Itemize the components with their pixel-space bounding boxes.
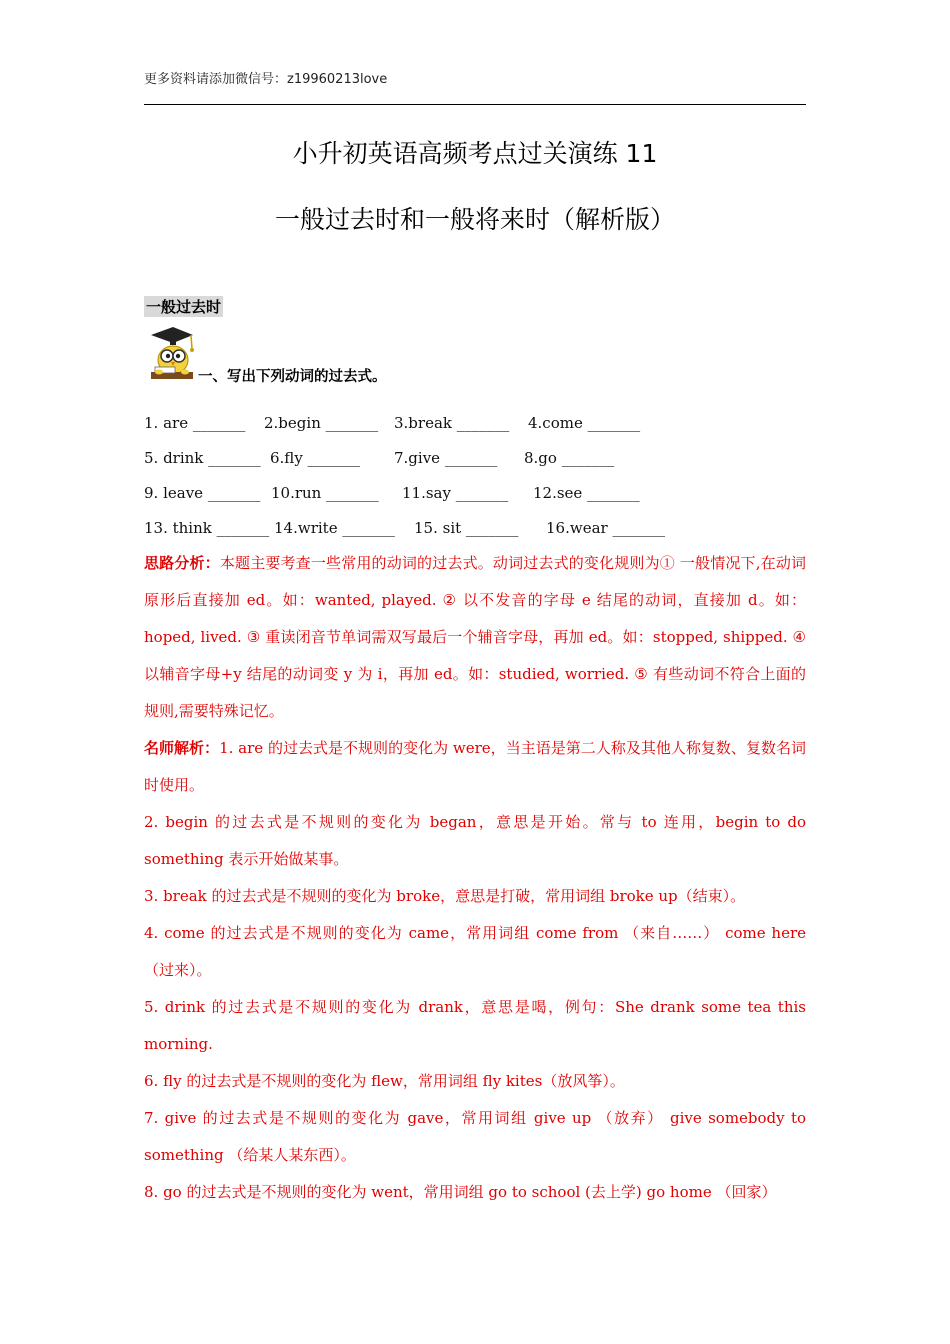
verb-item: 9. leave _______ — [144, 484, 261, 502]
verb-item: 11.say _______ — [402, 484, 509, 502]
verb-item: 14.write _______ — [274, 519, 395, 537]
section-label: 一般过去时 — [146, 298, 222, 316]
question-heading: 一、写出下列动词的过去式。 — [198, 369, 387, 385]
teacher-label: 名师解析： — [144, 739, 220, 757]
verb-item: 13. think _______ — [144, 519, 270, 537]
thinking-analysis — [144, 545, 806, 730]
analysis-item: 1. are 的过去式是不规则的变化为 were，当主语是第二人称及其他人称复数、复数名词时使用。 — [144, 739, 806, 794]
verb-item: 2.begin _______ — [264, 414, 379, 432]
analysis-block — [144, 545, 806, 1211]
verb-item: 7.give _______ — [394, 449, 498, 467]
analysis-item: 6. fly 的过去式是不规则的变化为 flew，常用词组 fly kites（放风筝）。 — [144, 1072, 625, 1090]
verb-item: 4.come _______ — [528, 414, 641, 432]
thinking-text: 本题主要考查一些常用的动词的过去式。动词过去式的变化规则为① 一般情况下,在动词原形后直接加 ed。如：wanted, played. ② 以不发音的字母 e 结尾的动词，直接加 d。如：hoped, lived. ③ 重读闭音节单词需双写最后一个辅音字母，再加 ed。如：stopped, shipped. ④ 以辅音字母+y 结尾的动词变 y 为 i，再加 ed。如：studied, worried. ⑤ 有些动词不符合上面的规则,需要特殊记忆。 — [144, 554, 806, 720]
page-title: 小升初英语高频考点过关演练 11 — [292, 139, 658, 168]
analysis-item: 5. drink 的过去式是不规则的变化为 drank，意思是喝，例句：She drank some tea this morning. — [144, 998, 806, 1053]
header-rule — [144, 104, 806, 105]
analysis-item: 8. go 的过去式是不规则的变化为 went，常用词组 go to school (去上学) go home （回家） — [144, 1183, 777, 1201]
verb-item: 16.wear _______ — [546, 519, 665, 537]
verb-item: 8.go _______ — [524, 449, 615, 467]
verb-item: 12.see _______ — [533, 484, 640, 502]
verb-item: 3.break _______ — [394, 414, 510, 432]
teacher-analysis — [144, 730, 806, 804]
analysis-item: 3. break 的过去式是不规则的变化为 broke，意思是打破，常用词组 broke up（结束）。 — [144, 887, 746, 905]
verb-item: 5. drink _______ — [144, 449, 261, 467]
verb-item: 6.fly _______ — [270, 449, 361, 467]
analysis-item: 4. come 的过去式是不规则的变化为 came，常用词组 come from （来自……） come here （过来）。 — [144, 924, 806, 979]
analysis-item: 2. begin 的过去式是不规则的变化为 began，意思是开始。常与 to 连用，begin to do something 表示开始做某事。 — [144, 813, 806, 868]
verb-item: 1. are _______ — [144, 414, 246, 432]
thinking-label: 思路分析： — [144, 554, 220, 572]
verb-item: 15. sit _______ — [414, 519, 519, 537]
header-note: 更多资料请添加微信号：z19960213love — [144, 72, 388, 87]
analysis-item: 7. give 的过去式是不规则的变化为 gave，常用词组 give up （放弃） give somebody to something （给某人某东西）。 — [144, 1109, 806, 1164]
page-subtitle: 一般过去时和一般将来时（解析版） — [274, 205, 675, 234]
verb-item: 10.run _______ — [271, 484, 379, 502]
owl-graduate-icon — [143, 325, 195, 383]
